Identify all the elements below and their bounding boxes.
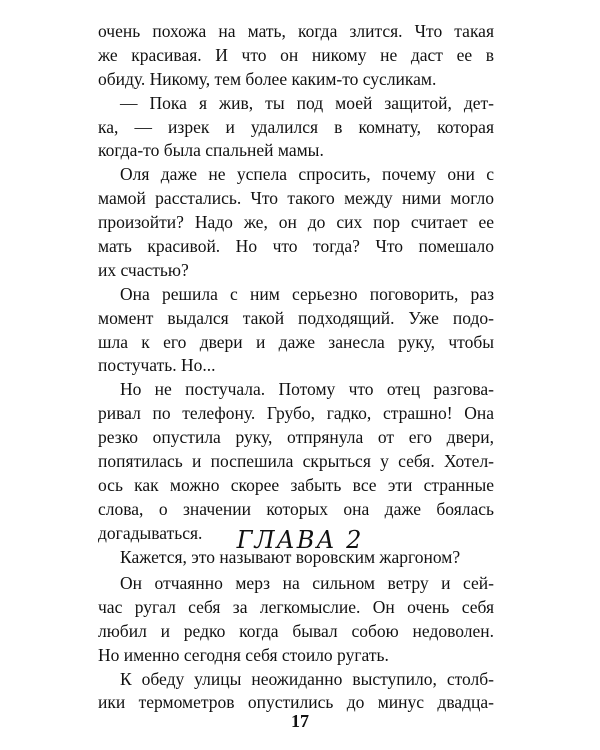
text-line: произойти? Надо же, он до сих пор считает ее [98,212,494,233]
text-line: ось как можно скорее забыть все эти странные [98,474,494,495]
text-line: резко опустила руку, отпрянула от его двери, [98,427,494,448]
paragraph [98,283,494,379]
text-block-top [98,20,494,569]
text-line: мамой расстались. Что такого между ними могло [98,188,494,209]
text-line: мать красивой. Но что тогда? Что помешало [98,236,494,257]
text-line: же красивая. И что он никому не даст ее в [98,44,494,65]
paragraph-list [98,572,494,715]
text-line: слова, о значении которых она даже боялась [98,498,494,519]
text-line: любил и редко когда бывал собою недоволен. [98,620,494,641]
paragraph [98,20,494,92]
text-line: — Пока я жив, ты под моей защитой, дет- [120,92,494,113]
paragraph [98,92,494,164]
text-line: час ругал себя за легкомыслие. Он очень себя [98,596,494,617]
text-line: когда-то была спальней мамы. [98,140,324,161]
text-line: Она решила с ним серьезно поговорить, раз [120,283,494,304]
paragraph-list [98,20,494,569]
text-line: ики термометров опустились до минус двадца- [98,692,494,713]
paragraph [98,163,494,282]
text-line: постучать. Но... [98,355,216,376]
paragraph [98,378,494,545]
text-line: их счастью? [98,259,189,280]
text-line: очень похожа на мать, когда злится. Что такая [98,21,494,41]
text-line: момент выдался такой подходящий. Уже подо- [98,307,494,328]
text-line: ка, — изрек и удалился в комнату, которая [98,116,494,137]
paragraph [98,572,494,668]
text-line: Но не постучала. Потому что отец разгова- [120,379,494,400]
text-line: Кажется, это называют воровским жаргоном? [120,546,461,567]
text-line: К обеду улицы неожиданно выступило, столб- [120,668,494,689]
text-line: попятилась и поспешила скрыться у себя. Хотел- [98,451,494,472]
text-line: обиду. Никому, тем более каким-то сусликам. [98,68,437,89]
text-line: догадываться. [98,522,203,543]
paragraph [98,668,494,716]
text-line: шла к его двери и даже занесла руку, чтобы [98,331,494,352]
text-line: Он отчаянно мерз на сильном ветру и сей- [120,573,494,593]
text-line: ривал по телефону. Грубо, гадко, страшно! Она [98,403,494,424]
text-block-bottom [98,572,494,715]
page-number: 17 [291,711,309,731]
text-line: Но именно сегодня себя стоило ругать. [98,644,389,665]
text-line: Оля даже не успела спросить, почему они с [120,164,494,185]
chapter-heading: ГЛАВА 2 [236,526,364,554]
